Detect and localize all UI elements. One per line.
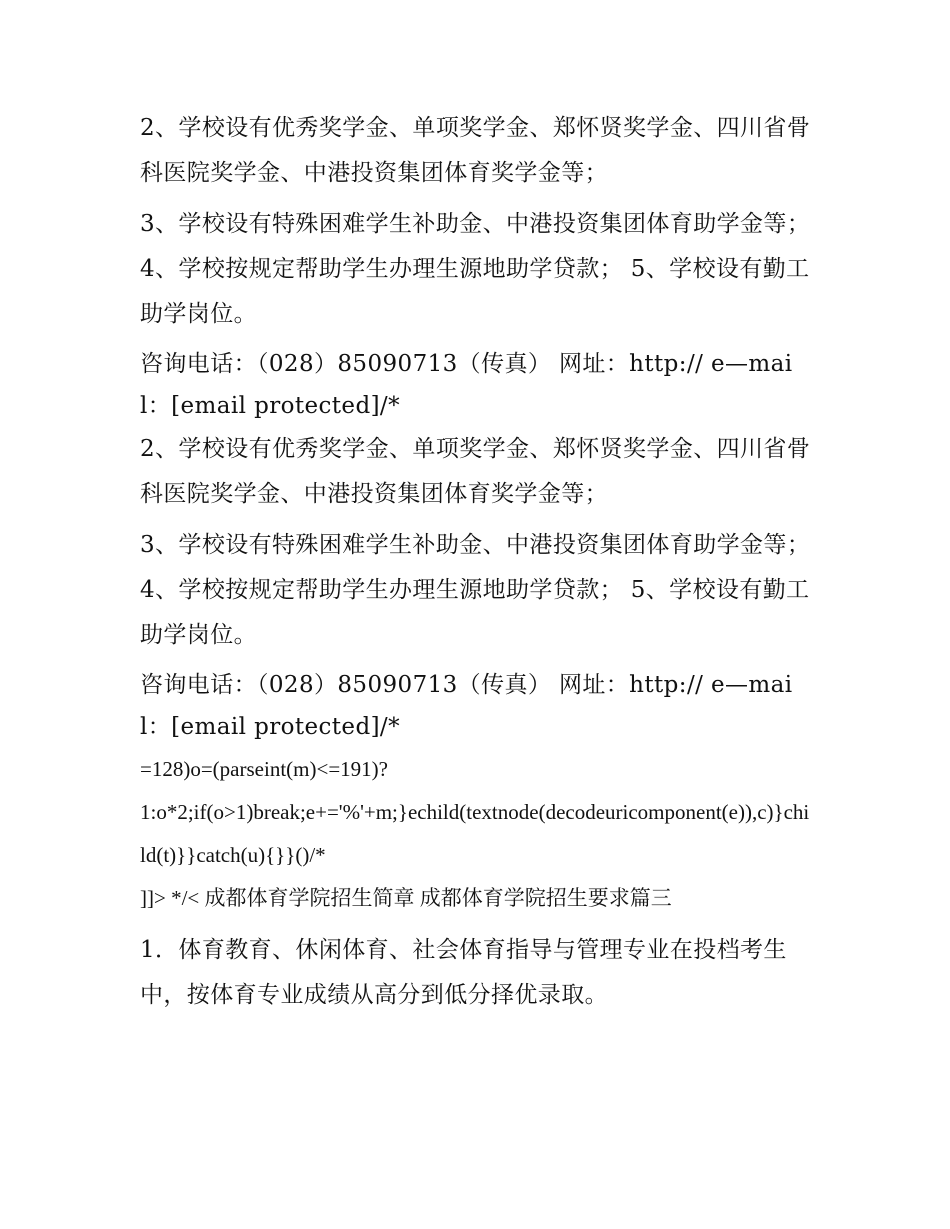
admission-rule-paragraph: 1．体育教育、休闲体育、社会体育指导与管理专业在投档考生中，按体育专业成绩从高分到低分择优录取。: [140, 937, 787, 1008]
code-fragment-line-2: 1:o*2;if(o>1)break;e+='%'+m;}echild(textnode(decodeuricomponent(e)),c)}child(t)}}catch(u){}}()/*: [140, 800, 810, 867]
financial-aid-paragraph-repeat: 3、学校设有特殊困难学生补助金、中港投资集团体育助学金等； 4、学校按规定帮助学生办理生源地助学贷款； 5、学校设有勤工助学岗位。: [140, 532, 811, 648]
document-body: [140, 106, 812, 1024]
section-heading-line: ]]> */< 成都体育学院招生简章 成都体育学院招生要求篇三: [140, 886, 672, 910]
scholarship-paragraph-repeat: 2、学校设有优秀奖学金、单项奖学金、郑怀贤奖学金、四川省骨科医院奖学金、中港投资集团体育奖学金等；: [140, 436, 811, 507]
contact-paragraph: 咨询电话：（028）85090713（传真） 网址：http:// e—mail：[email protected]/*: [140, 351, 793, 419]
financial-aid-paragraph: 3、学校设有特殊困难学生补助金、中港投资集团体育助学金等； 4、学校按规定帮助学生办理生源地助学贷款； 5、学校设有勤工助学岗位。: [140, 211, 811, 327]
contact-paragraph-repeat: 咨询电话：（028）85090713（传真） 网址：http:// e—mail：[email protected]/*: [140, 672, 793, 740]
code-fragment-line-1: =128)o=(parseint(m)<=191)?: [140, 757, 388, 781]
scholarship-paragraph: 2、学校设有优秀奖学金、单项奖学金、郑怀贤奖学金、四川省骨科医院奖学金、中港投资集团体育奖学金等；: [140, 115, 811, 186]
